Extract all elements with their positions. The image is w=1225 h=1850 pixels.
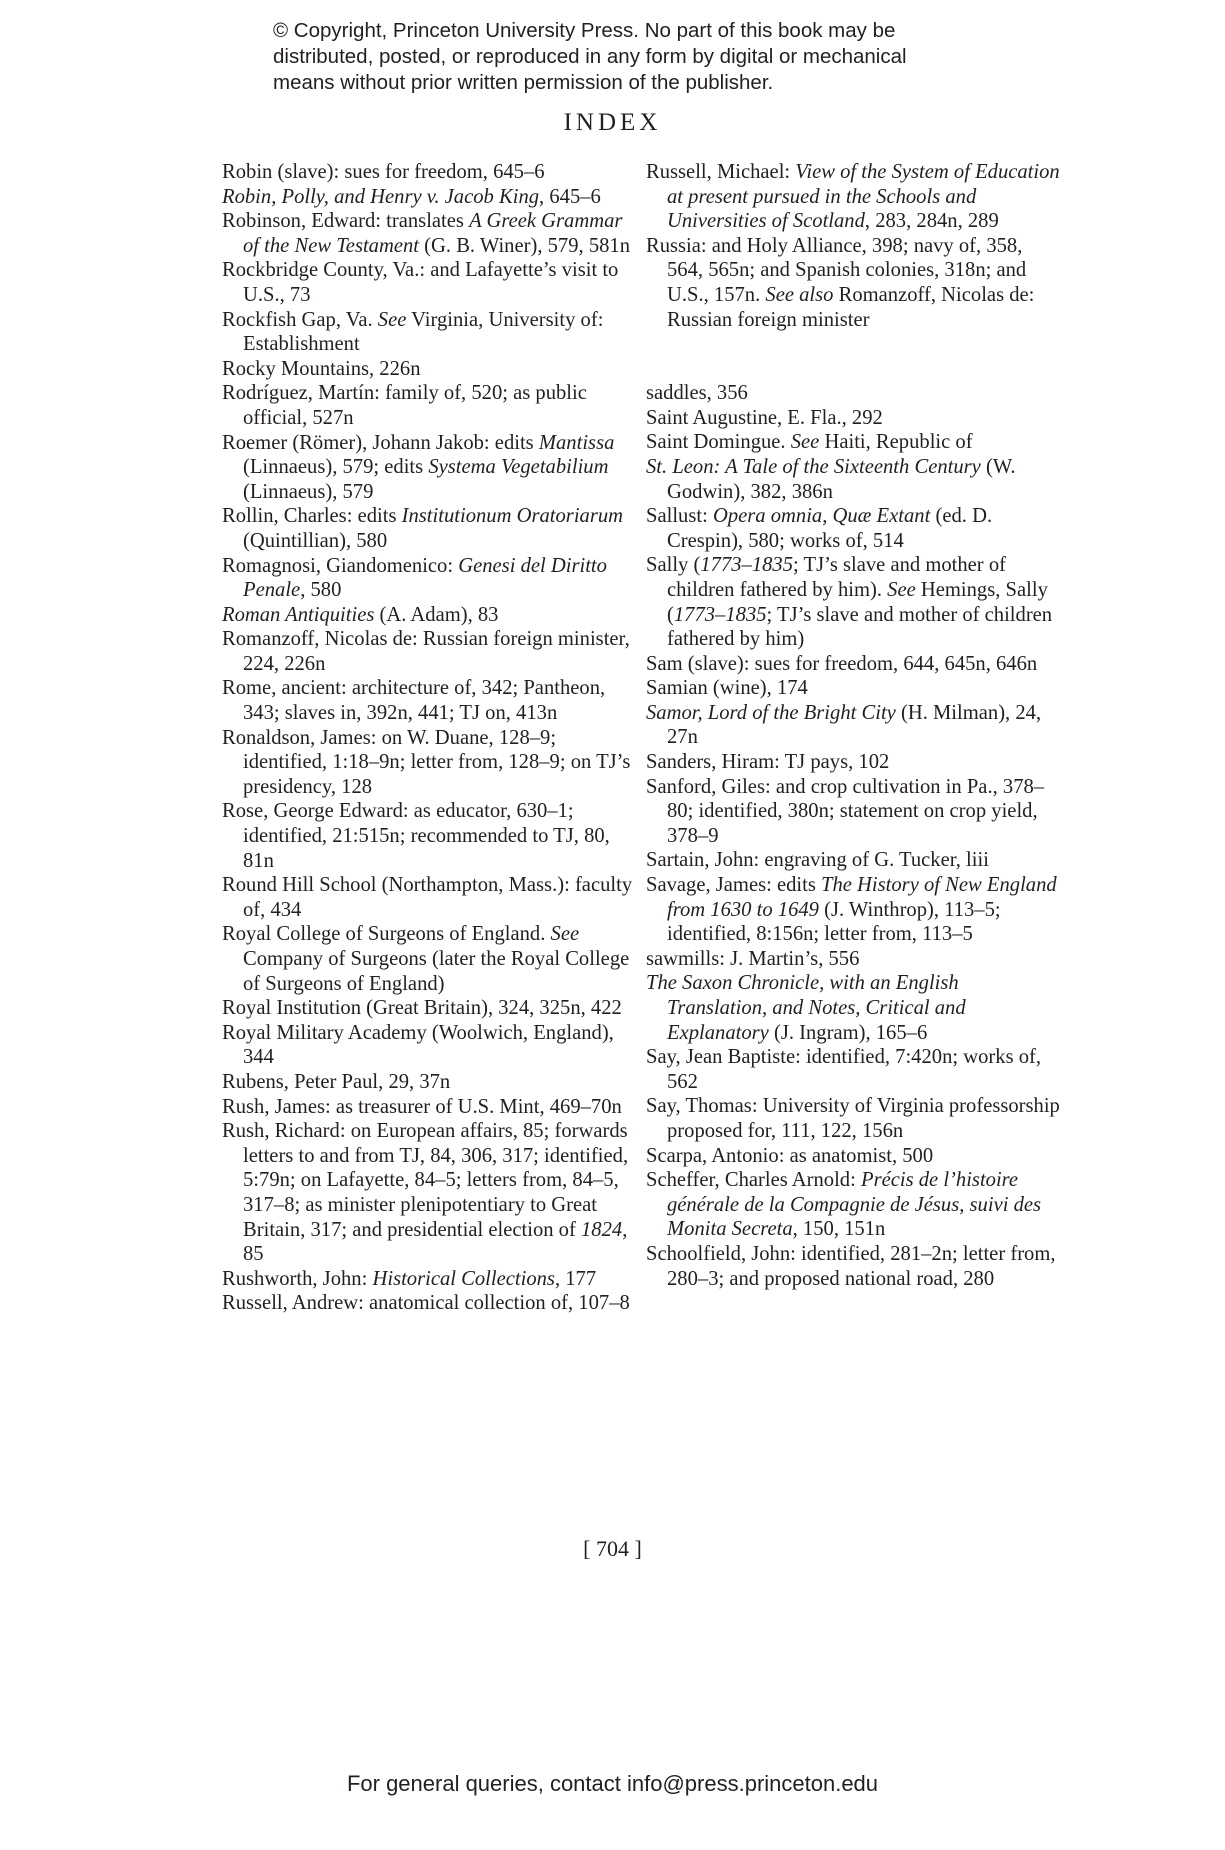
index-entry: Rockfish Gap, Va. See Virginia, University of: Establishment	[222, 308, 604, 356]
index-entry: Rockbridge County, Va.: and Lafayette’s visit to U.S., 73	[222, 259, 619, 306]
index-entry: Sanford, Giles: and crop cultivation in Pa., 378–80; identified, 380n; statement on crop yield, 378–9	[646, 775, 1045, 847]
index-entry: Rollin, Charles: edits Institutionum Oratoriarum (Quintillian), 580	[222, 505, 624, 552]
index-entry: Saint Augustine, E. Fla., 292	[646, 406, 883, 429]
index-column-right	[646, 160, 1061, 1291]
index-entry: Robin (slave): sues for freedom, 645–6	[222, 161, 545, 183]
index-entry: Sam (slave): sues for freedom, 644, 645n, 646n	[646, 652, 1038, 675]
index-entry: Rubens, Peter Paul, 29, 37n	[222, 1070, 451, 1093]
index-entry: The Saxon Chronicle, with an English Translation, and Notes, Critical and Explanatory (J. Ingram), 165–6	[646, 972, 966, 1044]
index-entry: Say, Thomas: University of Virginia professorship proposed for, 111, 122, 156n	[646, 1095, 1060, 1142]
index-entry: Say, Jean Baptiste: identified, 7:420n; works of, 562	[646, 1046, 1042, 1093]
index-entry: Roman Antiquities (A. Adam), 83	[222, 603, 499, 626]
index-entry: Rocky Mountains, 226n	[222, 357, 421, 380]
index-group-s	[646, 381, 1061, 1291]
index-entry: Savage, James: edits The History of New England from 1630 to 1649 (J. Winthrop), 113–5; identified, 8:156n; letter from, 113–5	[646, 874, 1057, 946]
copyright-line-2: distributed, posted, or reproduced in any form by digital or mechanical	[273, 45, 907, 68]
index-entry: Russia: and Holy Alliance, 398; navy of, 358, 564, 565n; and Spanish colonies, 318n; and U.S., 157n. See also Romanzoff, Nicolas de: Russian foreign minister	[646, 234, 1035, 331]
index-entry: Saint Domingue. See Haiti, Republic of	[646, 431, 973, 454]
index-entry: Royal College of Surgeons of England. See Company of Surgeons (later the Royal College of Surgeons of England)	[222, 923, 630, 995]
contact-footer: For general queries, contact info@press.princeton.edu	[346, 1771, 879, 1796]
copyright-line-1: © Copyright, Princeton University Press. No part of this book may be	[273, 19, 896, 42]
index-entry: Sartain, John: engraving of G. Tucker, liii	[646, 849, 989, 872]
index-entry: Round Hill School (Northampton, Mass.): faculty of, 434	[222, 874, 633, 921]
index-entry: Rome, ancient: architecture of, 342; Pantheon, 343; slaves in, 392n, 441; TJ on, 413n	[222, 677, 606, 725]
index-entry: Rushworth, John: Historical Collections, 177	[222, 1267, 597, 1290]
index-entry: Rush, Richard: on European affairs, 85; forwards letters to and from TJ, 84, 306, 317; identified, 5:79n; on Lafayette, 84–5; letters from, 84–5, 317–8; as minister plenipotentiary to Great Britain, 317; and presidential election of 1824, 85	[222, 1120, 629, 1266]
index-entry: Russell, Andrew: anatomical collection of, 107–8	[222, 1292, 630, 1315]
page-heading: INDEX	[563, 109, 662, 136]
index-entry: Ronaldson, James: on W. Duane, 128–9; identified, 1:18–9n; letter from, 128–9; on TJ’s presidency, 128	[222, 726, 631, 798]
index-entry: Romanzoff, Nicolas de: Russian foreign minister, 224, 226n	[222, 628, 630, 675]
index-entry: Rodríguez, Martín: family of, 520; as public official, 527n	[222, 382, 587, 429]
index-entry: Royal Military Academy (Woolwich, England), 344	[222, 1021, 614, 1069]
index-entry: sawmills: J. Martin’s, 556	[646, 947, 860, 970]
index-entry: Samian (wine), 174	[646, 677, 808, 700]
copyright-line-3: means without prior written permission of the publisher.	[273, 71, 774, 94]
copyright-notice	[273, 18, 1033, 96]
index-entry: Sanders, Hiram: TJ pays, 102	[646, 751, 890, 774]
page-number: [ 704 ]	[583, 1536, 642, 1561]
index-entry: Robinson, Edward: translates A Greek Grammar of the New Testament (G. B. Winer), 579, 581n	[222, 210, 631, 257]
index-entry: Scheffer, Charles Arnold: Précis de l’histoire générale de la Compagnie de Jésus, suivi des Monita Secreta, 150, 151n	[646, 1169, 1042, 1241]
index-entry: Romagnosi, Giandomenico: Genesi del Diritto Penale, 580	[222, 554, 607, 602]
index-entry: Royal Institution (Great Britain), 324, 325n, 422	[222, 997, 622, 1020]
index-entry: Rose, George Edward: as educator, 630–1; identified, 21:515n; recommended to TJ, 80, 81n	[222, 800, 610, 872]
index-entry: Rush, James: as treasurer of U.S. Mint, 469–70n	[222, 1095, 622, 1118]
index-entry: Robin, Polly, and Henry v. Jacob King, 645–6	[222, 185, 601, 208]
index-entry: Russell, Michael: View of the System of Education at present pursued in the Schools and Universities of Scotland, 283, 284n, 289	[646, 161, 1060, 233]
index-entry: Schoolfield, John: identified, 281–2n; letter from, 280–3; and proposed national road, 280	[646, 1242, 1056, 1290]
index-entry: St. Leon: A Tale of the Sixteenth Century (W. Godwin), 382, 386n	[646, 455, 1016, 503]
index-entry: Sallust: Opera omnia, Quæ Extant (ed. D. Crespin), 580; works of, 514	[646, 505, 993, 552]
index-entry: Sally (1773–1835; TJ’s slave and mother of children fathered by him). See Hemings, Sally (1773–1835; TJ’s slave and mother of children fathered by him)	[646, 554, 1053, 651]
index-entry: Samor, Lord of the Bright City (H. Milman), 24, 27n	[646, 701, 1042, 749]
index-column-left	[222, 160, 637, 1316]
index-entry: saddles, 356	[646, 382, 748, 405]
letter-group-gap	[646, 332, 1061, 381]
index-group-r	[646, 160, 1061, 332]
index-entry: Scarpa, Antonio: as anatomist, 500	[646, 1144, 934, 1167]
index-entry: Roemer (Römer), Johann Jakob: edits Mantissa (Linnaeus), 579; edits Systema Vegetabilium (Linnaeus), 579	[222, 431, 615, 503]
